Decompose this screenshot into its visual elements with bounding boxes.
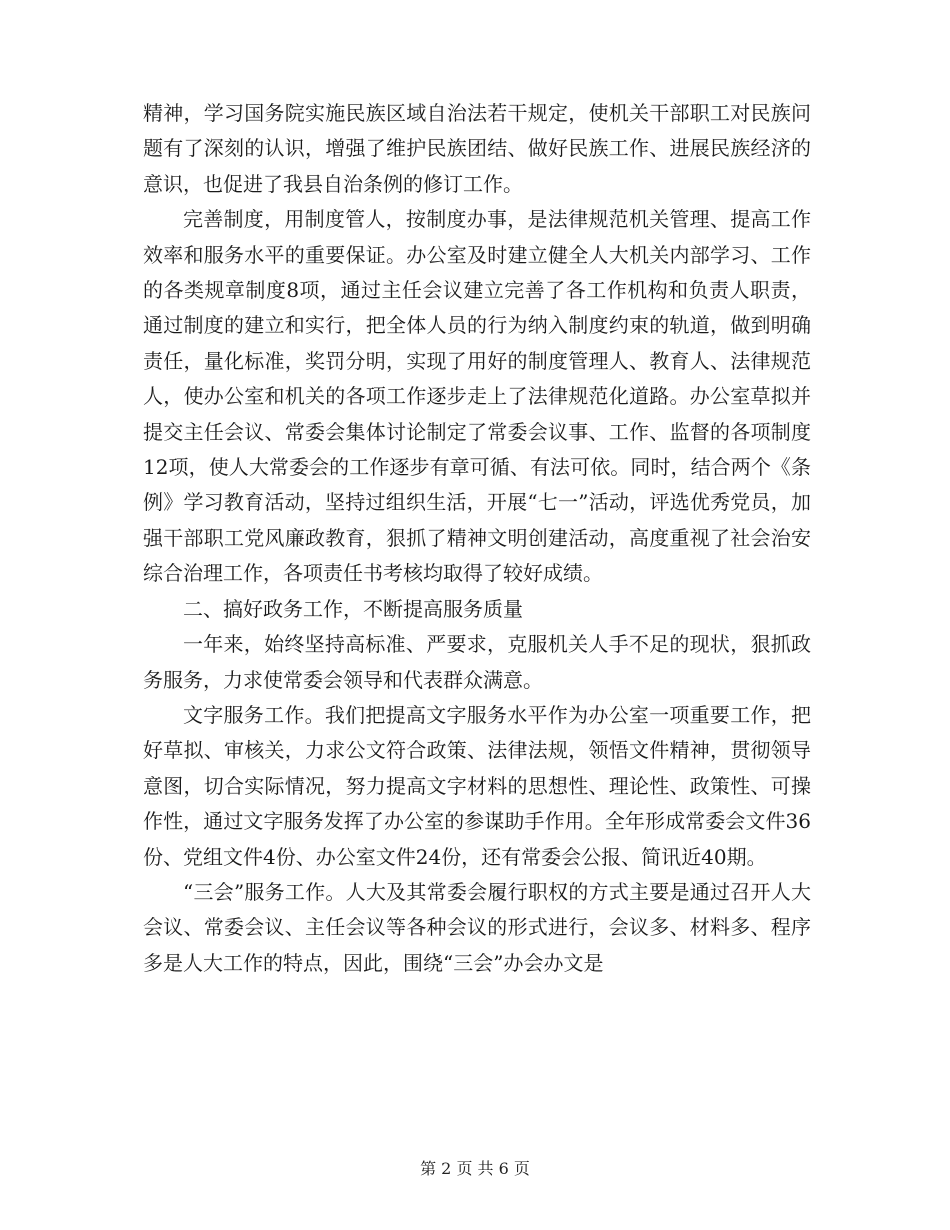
paragraph-continuation: 精神，学习国务院实施民族区域自治法若干规定，使机关干部职工对民族问题有了深刻的认识，增强了维护民族团结、做好民族工作、进展民族经济的意识，也促进了我县自治条例的修订工作。 [143, 101, 811, 196]
page-footer: 第 2 页 共 6 页 [420, 1159, 530, 1178]
section-heading: 二、搞好政务工作，不断提高服务质量 [183, 596, 523, 621]
document-body [143, 96, 811, 981]
paragraph-writing-service: 文字服务工作。我们把提高文字服务水平作为办公室一项重要工作，把好草拟、审核关，力求公文符合政策、法律法规，领悟文件精神，贯彻领导意图，切合实际情况，努力提高文字材料的思想性、理论性、政策性、可操作性，通过文字服务发挥了办公室的参谋助手作用。全年形成常委会文件36份、党组文件4份、办公室文件24份，还有常委会公报、简讯近40期。 [143, 702, 811, 869]
paragraph-service-intro: 一年来，始终坚持高标准、严要求，克服机关人手不足的现状，狠抓政务服务，力求使常委会领导和代表群众满意。 [143, 632, 811, 692]
paragraph-system-improvement: 完善制度，用制度管人，按制度办事，是法律规范机关管理、提高工作效率和服务水平的重要保证。办公室及时建立健全人大机关内部学习、工作的各类规章制度8项，通过主任会议建立完善了各工作机构和负责人职责，通过制度的建立和实行，把全体人员的行为纳入制度约束的轨道，做到明确责任，量化标准，奖罚分明，实现了用好的制度管理人、教育人、法律规范人，使办公室和机关的各项工作逐步走上了法律规范化道路。办公室草拟并提交主任会议、常委会集体讨论制定了常委会议事、工作、监督的各项制度12项，使人大常委会的工作逐步有章可循、有法可依。同时，结合两个《条例》学习教育活动，坚持过组织生活，开展“七一”活动，评选优秀党员，加强干部职工党风廉政教育，狠抓了精神文明创建活动，高度重视了社会治安综合治理工作，各项责任书考核均取得了较好成绩。 [143, 207, 811, 586]
paragraph-meeting-service: “三会”服务工作。人大及其常委会履行职权的方式主要是通过召开人大会议、常委会议、主任会议等各种会议的形式进行，会议多、材料多、程序多是人大工作的特点，因此，围绕“三会”办会办文是 [143, 879, 811, 975]
